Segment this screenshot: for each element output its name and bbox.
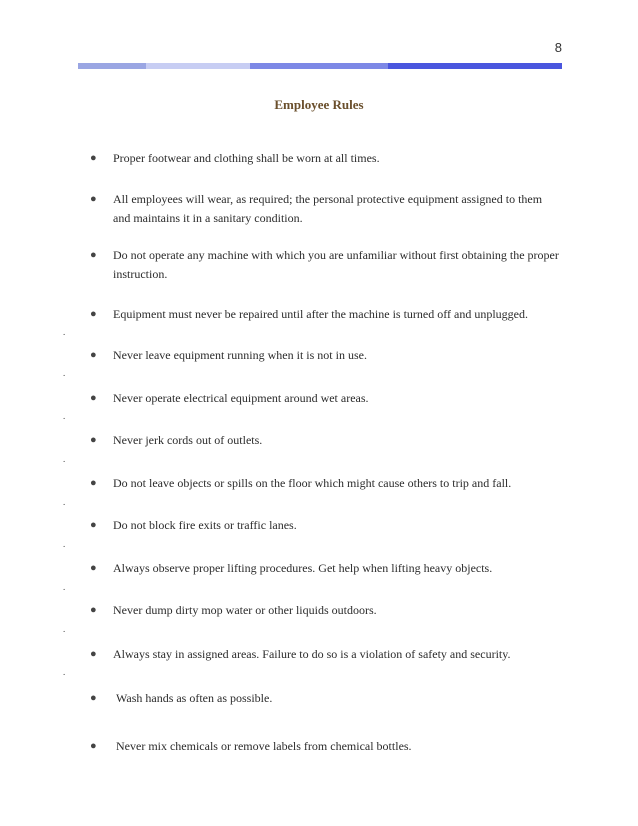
rule-text: Equipment must never be repaired until after the machine is turned off and unplugged.: [113, 307, 528, 321]
rule-text: Never operate electrical equipment around wet areas.: [113, 391, 369, 405]
stray-dot: .: [63, 667, 66, 677]
bullet-icon: ●: [90, 152, 97, 164]
bullet-icon: ●: [90, 519, 97, 531]
bullet-icon: ●: [90, 604, 97, 616]
rule-text: Wash hands as often as possible.: [116, 691, 273, 705]
header-divider-bar: [78, 63, 562, 69]
rule-text: Do not operate any machine with which you are unfamiliar without first obtaining the proper instruction.: [113, 248, 559, 281]
bullet-icon: ●: [90, 648, 97, 660]
stray-dot: .: [63, 624, 66, 634]
stray-dot: .: [63, 582, 66, 592]
header-bar-segment-2: [146, 63, 250, 69]
page-number: 8: [554, 40, 562, 55]
bullet-icon: ●: [90, 434, 97, 446]
rule-text: Never dump dirty mop water or other liquids outdoors.: [113, 603, 377, 617]
rule-text: All employees will wear, as required; the personal protective equipment assigned to them and maintains it in a sanitary condition.: [113, 192, 543, 225]
rule-text: Always observe proper lifting procedures. Get help when lifting heavy objects.: [113, 561, 493, 575]
stray-dot: .: [63, 411, 66, 421]
rule-text: Do not leave objects or spills on the floor which might cause others to trip and fall.: [113, 476, 512, 490]
rule-text: Proper footwear and clothing shall be worn at all times.: [113, 151, 380, 165]
bullet-icon: ●: [90, 349, 97, 361]
rule-text: Always stay in assigned areas. Failure to do so is a violation of safety and security.: [113, 647, 511, 661]
stray-dot: .: [63, 539, 66, 549]
bullet-icon: ●: [90, 308, 97, 320]
bullet-icon: ●: [90, 740, 97, 752]
rule-text: Never mix chemicals or remove labels from chemical bottles.: [116, 739, 412, 753]
bullet-icon: ●: [90, 477, 97, 489]
header-bar-segment-3: [250, 63, 388, 69]
bullet-icon: ●: [90, 193, 97, 205]
bullet-icon: ●: [90, 692, 97, 704]
header-bar-segment-1: [78, 63, 146, 69]
stray-dot: .: [63, 454, 66, 464]
rule-text: Never jerk cords out of outlets.: [113, 433, 263, 447]
stray-dot: .: [63, 497, 66, 507]
stray-dot: .: [63, 368, 66, 378]
rule-text: Do not block fire exits or traffic lanes.: [113, 518, 297, 532]
rule-text: Never leave equipment running when it is not in use.: [113, 348, 367, 362]
stray-dot: .: [63, 327, 66, 337]
bullet-icon: ●: [90, 249, 97, 261]
bullet-icon: ●: [90, 562, 97, 574]
page-title: Employee Rules: [274, 97, 364, 112]
header-bar-segment-4: [388, 63, 562, 69]
bullet-icon: ●: [90, 392, 97, 404]
